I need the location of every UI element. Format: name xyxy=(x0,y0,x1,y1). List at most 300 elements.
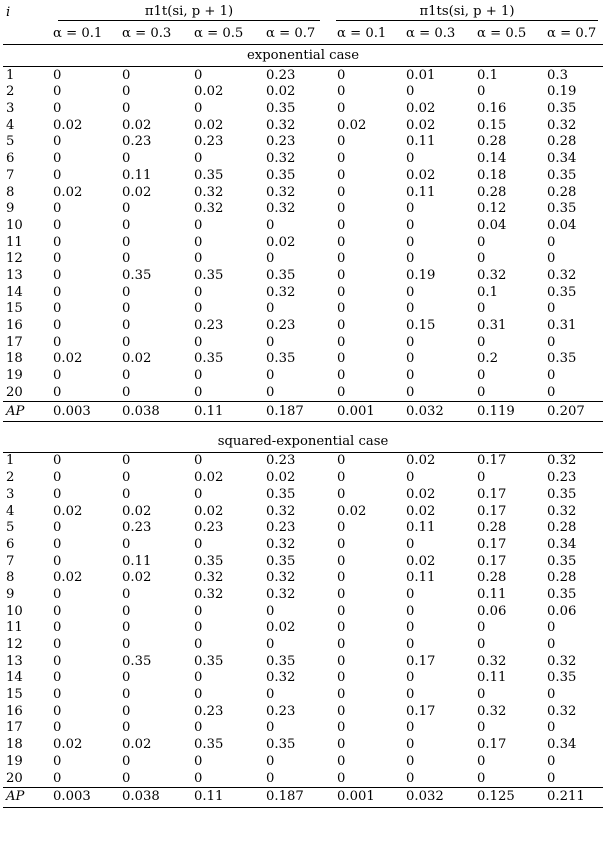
table-cell: 0.15 xyxy=(477,117,507,133)
table-cell: 0 xyxy=(122,603,131,619)
row-index: 19 xyxy=(6,753,23,769)
table-cell: 0 xyxy=(122,234,131,250)
table-cell: 0 xyxy=(547,234,556,250)
table-cell: 0 xyxy=(122,637,131,653)
table-cell: 0 xyxy=(477,620,486,636)
table-cell: 0.35 xyxy=(547,351,577,367)
table-cell: 0.02 xyxy=(122,737,152,753)
table-cell: 0.02 xyxy=(406,117,436,133)
table-cell: 0 xyxy=(53,151,62,167)
table-cell: 0.35 xyxy=(547,201,577,217)
table-cell: 0.35 xyxy=(122,267,152,283)
row-index: 9 xyxy=(6,201,15,217)
table-cell: 0.19 xyxy=(547,84,577,100)
table-cell: 0 xyxy=(194,770,203,786)
table-cell: 0 xyxy=(53,251,62,267)
table-row xyxy=(3,100,603,117)
table-cell: 0 xyxy=(53,720,62,736)
table-cell: 0.35 xyxy=(194,553,224,569)
table-cell: 0 xyxy=(337,217,346,233)
table-cell: 0 xyxy=(53,167,62,183)
table-cell: 0 xyxy=(53,620,62,636)
table-row xyxy=(3,670,603,687)
row-index: 6 xyxy=(6,151,15,167)
table-row xyxy=(3,570,603,587)
table-cell: 0.32 xyxy=(266,503,296,519)
table-cell: 0.35 xyxy=(266,737,296,753)
table-cell: 0 xyxy=(337,586,346,602)
table-cell: 0.02 xyxy=(122,570,152,586)
row-index: 16 xyxy=(6,703,23,719)
ap-label: AP xyxy=(3,401,47,421)
table-cell: 0.14 xyxy=(477,151,507,167)
table-cell: 0.28 xyxy=(477,184,507,200)
table-cell: 0.12 xyxy=(477,201,507,217)
row-index: 13 xyxy=(6,267,23,283)
alpha-header: α = 0.3 xyxy=(400,24,471,45)
table-cell: 0 xyxy=(194,234,203,250)
table-cell: 0.32 xyxy=(266,117,296,133)
table-cell: 0.28 xyxy=(477,570,507,586)
table-row xyxy=(3,167,603,184)
row-index: 12 xyxy=(6,637,23,653)
table-row xyxy=(3,351,603,368)
table-cell: 0.1 xyxy=(477,284,498,300)
table-row xyxy=(3,469,603,486)
row-index: 8 xyxy=(6,570,15,586)
table-cell: 0 xyxy=(53,486,62,502)
table-cell: 0 xyxy=(266,637,275,653)
row-index: 18 xyxy=(6,351,23,367)
group2-header xyxy=(331,2,603,24)
table-cell: 0 xyxy=(194,217,203,233)
table-cell: 0 xyxy=(406,368,415,384)
table-cell: 0 xyxy=(266,770,275,786)
table-cell: 0 xyxy=(53,217,62,233)
table-row xyxy=(3,620,603,637)
table-cell: 0 xyxy=(337,301,346,317)
table-cell: 0 xyxy=(337,670,346,686)
table-cell: 0 xyxy=(122,470,131,486)
table-row xyxy=(3,486,603,503)
table-cell: 0.31 xyxy=(547,318,577,334)
table-cell: 0.28 xyxy=(547,570,577,586)
table-cell: 0 xyxy=(53,101,62,117)
table-cell: 0.02 xyxy=(266,84,296,100)
table-cell: 0 xyxy=(337,603,346,619)
ap-cell: 0.125 xyxy=(471,787,541,807)
table-cell: 0 xyxy=(406,201,415,217)
table-cell: 0 xyxy=(337,184,346,200)
table-cell: 0 xyxy=(53,536,62,552)
table-cell: 0.35 xyxy=(547,586,577,602)
table-cell: 0 xyxy=(337,770,346,786)
ap-cell: 0.187 xyxy=(260,787,331,807)
alpha-header: α = 0.1 xyxy=(47,24,116,45)
table-cell: 0.32 xyxy=(266,284,296,300)
table-row xyxy=(3,134,603,151)
table-cell: 0 xyxy=(337,620,346,636)
table-cell: 0.15 xyxy=(406,318,436,334)
table-cell: 0 xyxy=(406,217,415,233)
table-cell: 0 xyxy=(122,687,131,703)
ap-cell: 0.187 xyxy=(260,401,331,421)
table-cell: 0 xyxy=(337,553,346,569)
row-index: 10 xyxy=(6,603,23,619)
table-cell: 0 xyxy=(194,637,203,653)
table-cell: 0 xyxy=(53,368,62,384)
table-cell: 0 xyxy=(477,637,486,653)
table-cell: 0 xyxy=(53,384,62,400)
table-row xyxy=(3,736,603,753)
table-cell: 0 xyxy=(406,687,415,703)
table-cell: 0 xyxy=(122,284,131,300)
table-cell: 0.06 xyxy=(477,603,507,619)
table-cell: 0 xyxy=(53,653,62,669)
header-row-groups xyxy=(3,2,603,24)
row-index: 2 xyxy=(6,84,15,100)
table-cell: 0.32 xyxy=(266,201,296,217)
alpha-header: α = 0.7 xyxy=(541,24,603,45)
row-index: 7 xyxy=(6,167,15,183)
table-row xyxy=(3,636,603,653)
table-cell: 0 xyxy=(337,536,346,552)
row-index: 1 xyxy=(6,453,15,469)
section-gap xyxy=(3,421,603,431)
table-cell: 0.32 xyxy=(266,586,296,602)
table-cell: 0.35 xyxy=(547,101,577,117)
row-index: 1 xyxy=(6,67,15,83)
table-row xyxy=(3,553,603,570)
table-cell: 0.32 xyxy=(547,267,577,283)
table-cell: 0.35 xyxy=(194,267,224,283)
table-cell: 0 xyxy=(337,637,346,653)
row-index: 11 xyxy=(6,620,23,636)
table-cell: 0 xyxy=(337,67,346,83)
table-cell: 0 xyxy=(194,687,203,703)
row-index: 20 xyxy=(6,770,23,786)
table-row xyxy=(3,267,603,284)
table-cell: 0 xyxy=(406,620,415,636)
table-cell: 0.02 xyxy=(53,184,83,200)
index-header: i xyxy=(6,5,11,21)
table-cell: 0 xyxy=(406,720,415,736)
table-cell: 0.23 xyxy=(194,134,224,150)
table-cell: 0 xyxy=(53,603,62,619)
header-empty-cell xyxy=(3,24,47,45)
table-cell: 0 xyxy=(547,368,556,384)
table-cell: 0 xyxy=(266,251,275,267)
row-index: 20 xyxy=(6,384,23,400)
table-row xyxy=(3,234,603,251)
section-title: squared-exponential case xyxy=(3,431,603,453)
table-cell: 0.06 xyxy=(547,603,577,619)
table-cell: 0.23 xyxy=(266,453,296,469)
table-cell: 0.02 xyxy=(194,84,224,100)
table-cell: 0 xyxy=(266,753,275,769)
gap-cell xyxy=(3,421,603,431)
table-cell: 0 xyxy=(194,334,203,350)
table-cell: 0 xyxy=(337,384,346,400)
table-cell: 0.35 xyxy=(547,486,577,502)
table-cell: 0 xyxy=(337,453,346,469)
table-cell: 0 xyxy=(53,687,62,703)
table-cell: 0 xyxy=(122,201,131,217)
table-cell: 0.35 xyxy=(266,101,296,117)
table-cell: 0 xyxy=(406,737,415,753)
table-cell: 0.28 xyxy=(547,184,577,200)
alpha-header: α = 0.1 xyxy=(331,24,400,45)
table-cell: 0.23 xyxy=(194,520,224,536)
table-cell: 0.11 xyxy=(406,520,436,536)
table-cell: 0.02 xyxy=(122,184,152,200)
table-cell: 0 xyxy=(194,603,203,619)
table-cell: 0.32 xyxy=(477,653,507,669)
table-cell: 0 xyxy=(406,284,415,300)
table-cell: 0 xyxy=(122,753,131,769)
ap-cell: 0.001 xyxy=(331,787,400,807)
table-row xyxy=(3,117,603,134)
table-cell: 0.32 xyxy=(477,267,507,283)
table-cell: 0.02 xyxy=(266,234,296,250)
table-cell: 0.35 xyxy=(266,351,296,367)
table-cell: 0 xyxy=(477,334,486,350)
table-cell: 0 xyxy=(547,251,556,267)
table-cell: 0.23 xyxy=(266,134,296,150)
table-cell: 0 xyxy=(122,670,131,686)
table-cell: 0 xyxy=(53,770,62,786)
table-cell: 0.23 xyxy=(194,703,224,719)
table-cell: 0.02 xyxy=(266,470,296,486)
table-cell: 0 xyxy=(477,301,486,317)
ap-cell: 0.038 xyxy=(116,787,188,807)
ap-cell: 0.211 xyxy=(541,787,603,807)
table-cell: 0.23 xyxy=(122,520,152,536)
table-cell: 0 xyxy=(122,301,131,317)
table-cell: 0 xyxy=(122,703,131,719)
row-index: 15 xyxy=(6,301,23,317)
table-cell: 0 xyxy=(477,720,486,736)
table-cell: 0 xyxy=(122,536,131,552)
table-cell: 0 xyxy=(337,368,346,384)
table-cell: 0.23 xyxy=(266,67,296,83)
table-cell: 0 xyxy=(266,687,275,703)
table-cell: 0.32 xyxy=(547,117,577,133)
table-cell: 0 xyxy=(337,703,346,719)
table-cell: 0.35 xyxy=(547,167,577,183)
ap-cell: 0.032 xyxy=(400,401,471,421)
table-cell: 0 xyxy=(194,384,203,400)
table-cell: 0.11 xyxy=(406,184,436,200)
table-cell: 0 xyxy=(194,151,203,167)
table-cell: 0 xyxy=(122,368,131,384)
ap-cell: 0.11 xyxy=(188,401,260,421)
table-cell: 0 xyxy=(477,753,486,769)
table-row xyxy=(3,686,603,703)
row-index: 17 xyxy=(6,334,23,350)
table-cell: 0.02 xyxy=(53,570,83,586)
table-cell: 0.35 xyxy=(194,351,224,367)
section-title: exponential case xyxy=(3,45,603,67)
table-cell: 0 xyxy=(53,301,62,317)
ap-cell: 0.003 xyxy=(47,401,116,421)
table-cell: 0.18 xyxy=(477,167,507,183)
table-cell: 0 xyxy=(53,134,62,150)
table-cell: 0.23 xyxy=(194,318,224,334)
table-cell: 0.28 xyxy=(547,520,577,536)
table-cell: 0.34 xyxy=(547,151,577,167)
table-cell: 0.02 xyxy=(406,503,436,519)
table-cell: 0 xyxy=(406,637,415,653)
alpha-header: α = 0.7 xyxy=(260,24,331,45)
table-cell: 0.11 xyxy=(122,553,152,569)
table-cell: 0 xyxy=(547,384,556,400)
table-cell: 0.02 xyxy=(194,503,224,519)
row-index: 5 xyxy=(6,134,15,150)
table-cell: 0.35 xyxy=(122,653,152,669)
ap-cell: 0.11 xyxy=(188,787,260,807)
row-index: 8 xyxy=(6,184,15,200)
table-cell: 0.35 xyxy=(194,653,224,669)
table-cell: 0 xyxy=(194,753,203,769)
table-cell: 0 xyxy=(53,670,62,686)
table-cell: 0 xyxy=(337,334,346,350)
table-cell: 0 xyxy=(194,301,203,317)
table-cell: 0 xyxy=(266,720,275,736)
table-cell: 0.02 xyxy=(406,453,436,469)
ap-row xyxy=(3,787,603,807)
table-cell: 0.32 xyxy=(194,184,224,200)
table-cell: 0.34 xyxy=(547,536,577,552)
table-cell: 0.23 xyxy=(266,703,296,719)
row-index: 19 xyxy=(6,368,23,384)
table-cell: 0 xyxy=(547,620,556,636)
row-index: 3 xyxy=(6,101,15,117)
table-cell: 0 xyxy=(194,620,203,636)
table-row xyxy=(3,251,603,268)
table-cell: 0.3 xyxy=(547,67,568,83)
table-cell: 0 xyxy=(266,334,275,350)
table-cell: 0.11 xyxy=(122,167,152,183)
table-row xyxy=(3,67,603,84)
row-index: 5 xyxy=(6,520,15,536)
table-cell: 0.32 xyxy=(547,653,577,669)
table-cell: 0 xyxy=(53,520,62,536)
table-cell: 0 xyxy=(406,603,415,619)
table-cell: 0.35 xyxy=(266,267,296,283)
table-row xyxy=(3,536,603,553)
table-cell: 0.02 xyxy=(406,486,436,502)
row-index: 14 xyxy=(6,670,23,686)
table-cell: 0.32 xyxy=(547,453,577,469)
table-cell: 0 xyxy=(53,318,62,334)
table-cell: 0 xyxy=(53,67,62,83)
row-index: 14 xyxy=(6,284,23,300)
table-cell: 0 xyxy=(477,84,486,100)
ap-row xyxy=(3,401,603,421)
table-cell: 0 xyxy=(266,301,275,317)
alpha-header: α = 0.3 xyxy=(116,24,188,45)
table-cell: 0.17 xyxy=(406,703,436,719)
table-cell: 0.02 xyxy=(406,101,436,117)
row-index: 6 xyxy=(6,536,15,552)
table-cell: 0.04 xyxy=(547,217,577,233)
row-index: 2 xyxy=(6,470,15,486)
table-row xyxy=(3,603,603,620)
table-cell: 0.23 xyxy=(266,520,296,536)
table-cell: 0 xyxy=(194,536,203,552)
table-cell: 0.32 xyxy=(477,703,507,719)
table-cell: 0 xyxy=(547,334,556,350)
table-cell: 0.34 xyxy=(547,737,577,753)
table-row xyxy=(3,384,603,401)
table-cell: 0.02 xyxy=(194,117,224,133)
table-row xyxy=(3,150,603,167)
row-index: 7 xyxy=(6,553,15,569)
table-cell: 0 xyxy=(406,251,415,267)
table-cell: 0 xyxy=(194,720,203,736)
table-cell: 0.02 xyxy=(53,737,83,753)
table-cell: 0.1 xyxy=(477,67,498,83)
table-cell: 0 xyxy=(477,368,486,384)
table-cell: 0 xyxy=(406,351,415,367)
table-cell: 0.35 xyxy=(194,737,224,753)
table-cell: 0.17 xyxy=(477,737,507,753)
section-title-row xyxy=(3,45,603,67)
table-cell: 0.11 xyxy=(406,134,436,150)
table-cell: 0.35 xyxy=(547,553,577,569)
row-index: 11 xyxy=(6,234,23,250)
table-cell: 0 xyxy=(266,217,275,233)
table-cell: 0 xyxy=(337,201,346,217)
table-cell: 0.32 xyxy=(547,503,577,519)
row-index: 18 xyxy=(6,737,23,753)
table-cell: 0 xyxy=(337,267,346,283)
table-cell: 0 xyxy=(547,301,556,317)
table-cell: 0 xyxy=(477,470,486,486)
ap-cell: 0.038 xyxy=(116,401,188,421)
row-index: 4 xyxy=(6,117,15,133)
table-cell: 0.23 xyxy=(122,134,152,150)
table-cell: 0 xyxy=(406,151,415,167)
table-row xyxy=(3,301,603,318)
table-cell: 0.17 xyxy=(477,453,507,469)
table-cell: 0 xyxy=(337,134,346,150)
table-cell: 0 xyxy=(122,151,131,167)
table-cell: 0.17 xyxy=(477,503,507,519)
table-cell: 0 xyxy=(477,687,486,703)
table-cell: 0 xyxy=(406,586,415,602)
group2-label: π1ts(si, p + 1) xyxy=(336,5,598,21)
table-cell: 0.02 xyxy=(406,553,436,569)
table-cell: 0 xyxy=(122,453,131,469)
table-cell: 0 xyxy=(53,586,62,602)
table-cell: 0.35 xyxy=(266,553,296,569)
table-cell: 0 xyxy=(547,687,556,703)
table-cell: 0 xyxy=(122,384,131,400)
table-cell: 0.02 xyxy=(53,117,83,133)
header-row-alphas xyxy=(3,24,603,45)
table-cell: 0.19 xyxy=(406,267,436,283)
table-row xyxy=(3,586,603,603)
table-cell: 0 xyxy=(122,620,131,636)
table-cell: 0.02 xyxy=(406,167,436,183)
table-cell: 0 xyxy=(122,318,131,334)
table-cell: 0 xyxy=(194,101,203,117)
table-row xyxy=(3,84,603,101)
table-cell: 0 xyxy=(53,453,62,469)
table-cell: 0 xyxy=(337,520,346,536)
